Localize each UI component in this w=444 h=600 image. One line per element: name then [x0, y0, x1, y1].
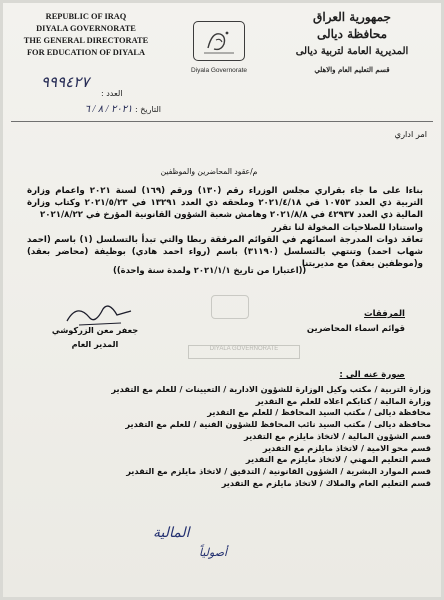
subject-line: م/عقود المحاضرين والموظفين — [160, 167, 258, 176]
order-body — [27, 185, 423, 270]
emblem-caption: Diyala Governorate — [191, 67, 247, 74]
distribution-item: قسم محو الامية / لاتخاذ مايلزم مع التقدير — [262, 442, 431, 453]
date-label: التاريخ : — [134, 105, 161, 114]
body-paragraph-2: واستنادا للصلاحيات المخولة لنا تقرر — [271, 222, 423, 233]
header-divider — [11, 121, 433, 122]
directorate-emblem — [193, 21, 245, 61]
distribution-item: وزارة المالية / كتابكم اعلاه للعلم مع التقدير — [255, 395, 431, 406]
letterhead-english-line-4: FOR EDUCATION OF DIYALA — [26, 48, 146, 57]
distribution-item: قسم التعليم المهني / لاتخاذ مايلزم مع التقدير — [245, 454, 431, 465]
letterhead-english-line-2: DIYALA GOVERNORATE — [36, 24, 136, 33]
distribution-item: قسم الموارد البشرية / الشؤون القانونية / التدقيق / لاتخاذ مايلزم مع التقدير — [126, 465, 431, 476]
faded-watermark-logo — [211, 295, 249, 319]
body-paragraph-1: بناءا على ما جاء بقراري مجلس الوزراء رقم (١٣٠) ورقم (١٦٩) لسنة ٢٠٢١ واعمام وزارة التربية ذي العدد ١٠٧٥٣ في ٢٠٢١/٤/١٨ وملحقه ذي العدد ١٣٢٩١ في ٢٠٢١/٥/٢٣ وكتاب وزارة المالية ذي العدد ٤٢٩٣٧ في ٢٠٢١/٨/٨ وهامش شعبة الشؤون القانونية المؤرخ في ٢٠٢١/٨/٢٢ — [27, 186, 424, 221]
letterhead-arabic-line-3: المديرية العامة لتربية ديالى — [295, 46, 409, 57]
validity-period: ((اعتبارا من تاريخ ٢٠٢١/١/١ ولمدة سنة واحدة)) — [113, 265, 307, 275]
number-label: العدد : — [101, 89, 123, 98]
date-line — [51, 104, 161, 115]
handwritten-date: ٢٠٢١ / ٨ / ٦ — [84, 104, 133, 115]
signatory-title: المدير العام — [71, 339, 119, 349]
copy-to-title: صورة عنه الى : — [339, 370, 405, 380]
enclosure-item: قوائم اسماء المحاضرين — [306, 323, 405, 333]
faded-stamp: DIYALA GOVERNORATE — [188, 345, 300, 359]
enclosures-title: المرفقات — [364, 309, 405, 319]
handwritten-note-line-1: المالية — [153, 526, 190, 541]
distribution-item: قسم التعليم العام والملاك / لاتخاذ مايلزم مع التقدير — [221, 477, 431, 488]
letterhead-arabic-line-2: محافظة ديالى — [316, 27, 388, 41]
distribution-item: محافظة ديالى / مكتب السيد نائب المحافظ للشؤون الفنية / للعلم مع التقدير — [125, 419, 431, 430]
letterhead-arabic-line-1: جمهورية العراق — [313, 10, 391, 24]
handwritten-reference-number: ٩٩٩٤٢٧ — [41, 75, 90, 91]
signatory-name: جعفر معن الزركوشي — [51, 325, 139, 335]
body-paragraph-3: تعاقد ذوات المدرجة اسمائهم في القوائم المرفقة ربطا والتي تبدأ بالتسلسل (١) باسم (احمد شهاب احمد) وتنتهي بالتسلسل (٣١١٩٠) باسم (رواء احمد هادي) بوظيفة (محاضر بعقد) و(موظفين بعقد) مع مديريتنا — [27, 234, 424, 270]
emblem-icon — [194, 22, 244, 60]
distribution-item: محافظة ديالى / مكتب السيد المحافظ / للعلم مع التقدير — [207, 407, 431, 418]
letterhead-english — [11, 11, 161, 59]
distribution-item: وزارة التربية / مكتب وكيل الوزارة للشؤون الادارية / التعيينات / للعلم مع التقدير — [111, 384, 431, 394]
distribution-item: قسم الشؤون المالية / لاتخاذ مايلزم مع التقدير — [244, 430, 431, 441]
letterhead-arabic-line-4: قسم التعليم العام والاهلي — [314, 65, 390, 74]
handwritten-note-line-2: أصولياً — [199, 547, 228, 559]
document-page — [3, 3, 441, 597]
distribution-list — [37, 384, 431, 489]
letterhead-english-line-3: THE GENERAL DIRECTORATE — [23, 36, 149, 45]
letterhead-arabic — [269, 9, 435, 78]
order-type: امر اداري — [394, 129, 427, 139]
letterhead-english-line-1: REPUBLIC OF IRAQ — [45, 12, 127, 21]
